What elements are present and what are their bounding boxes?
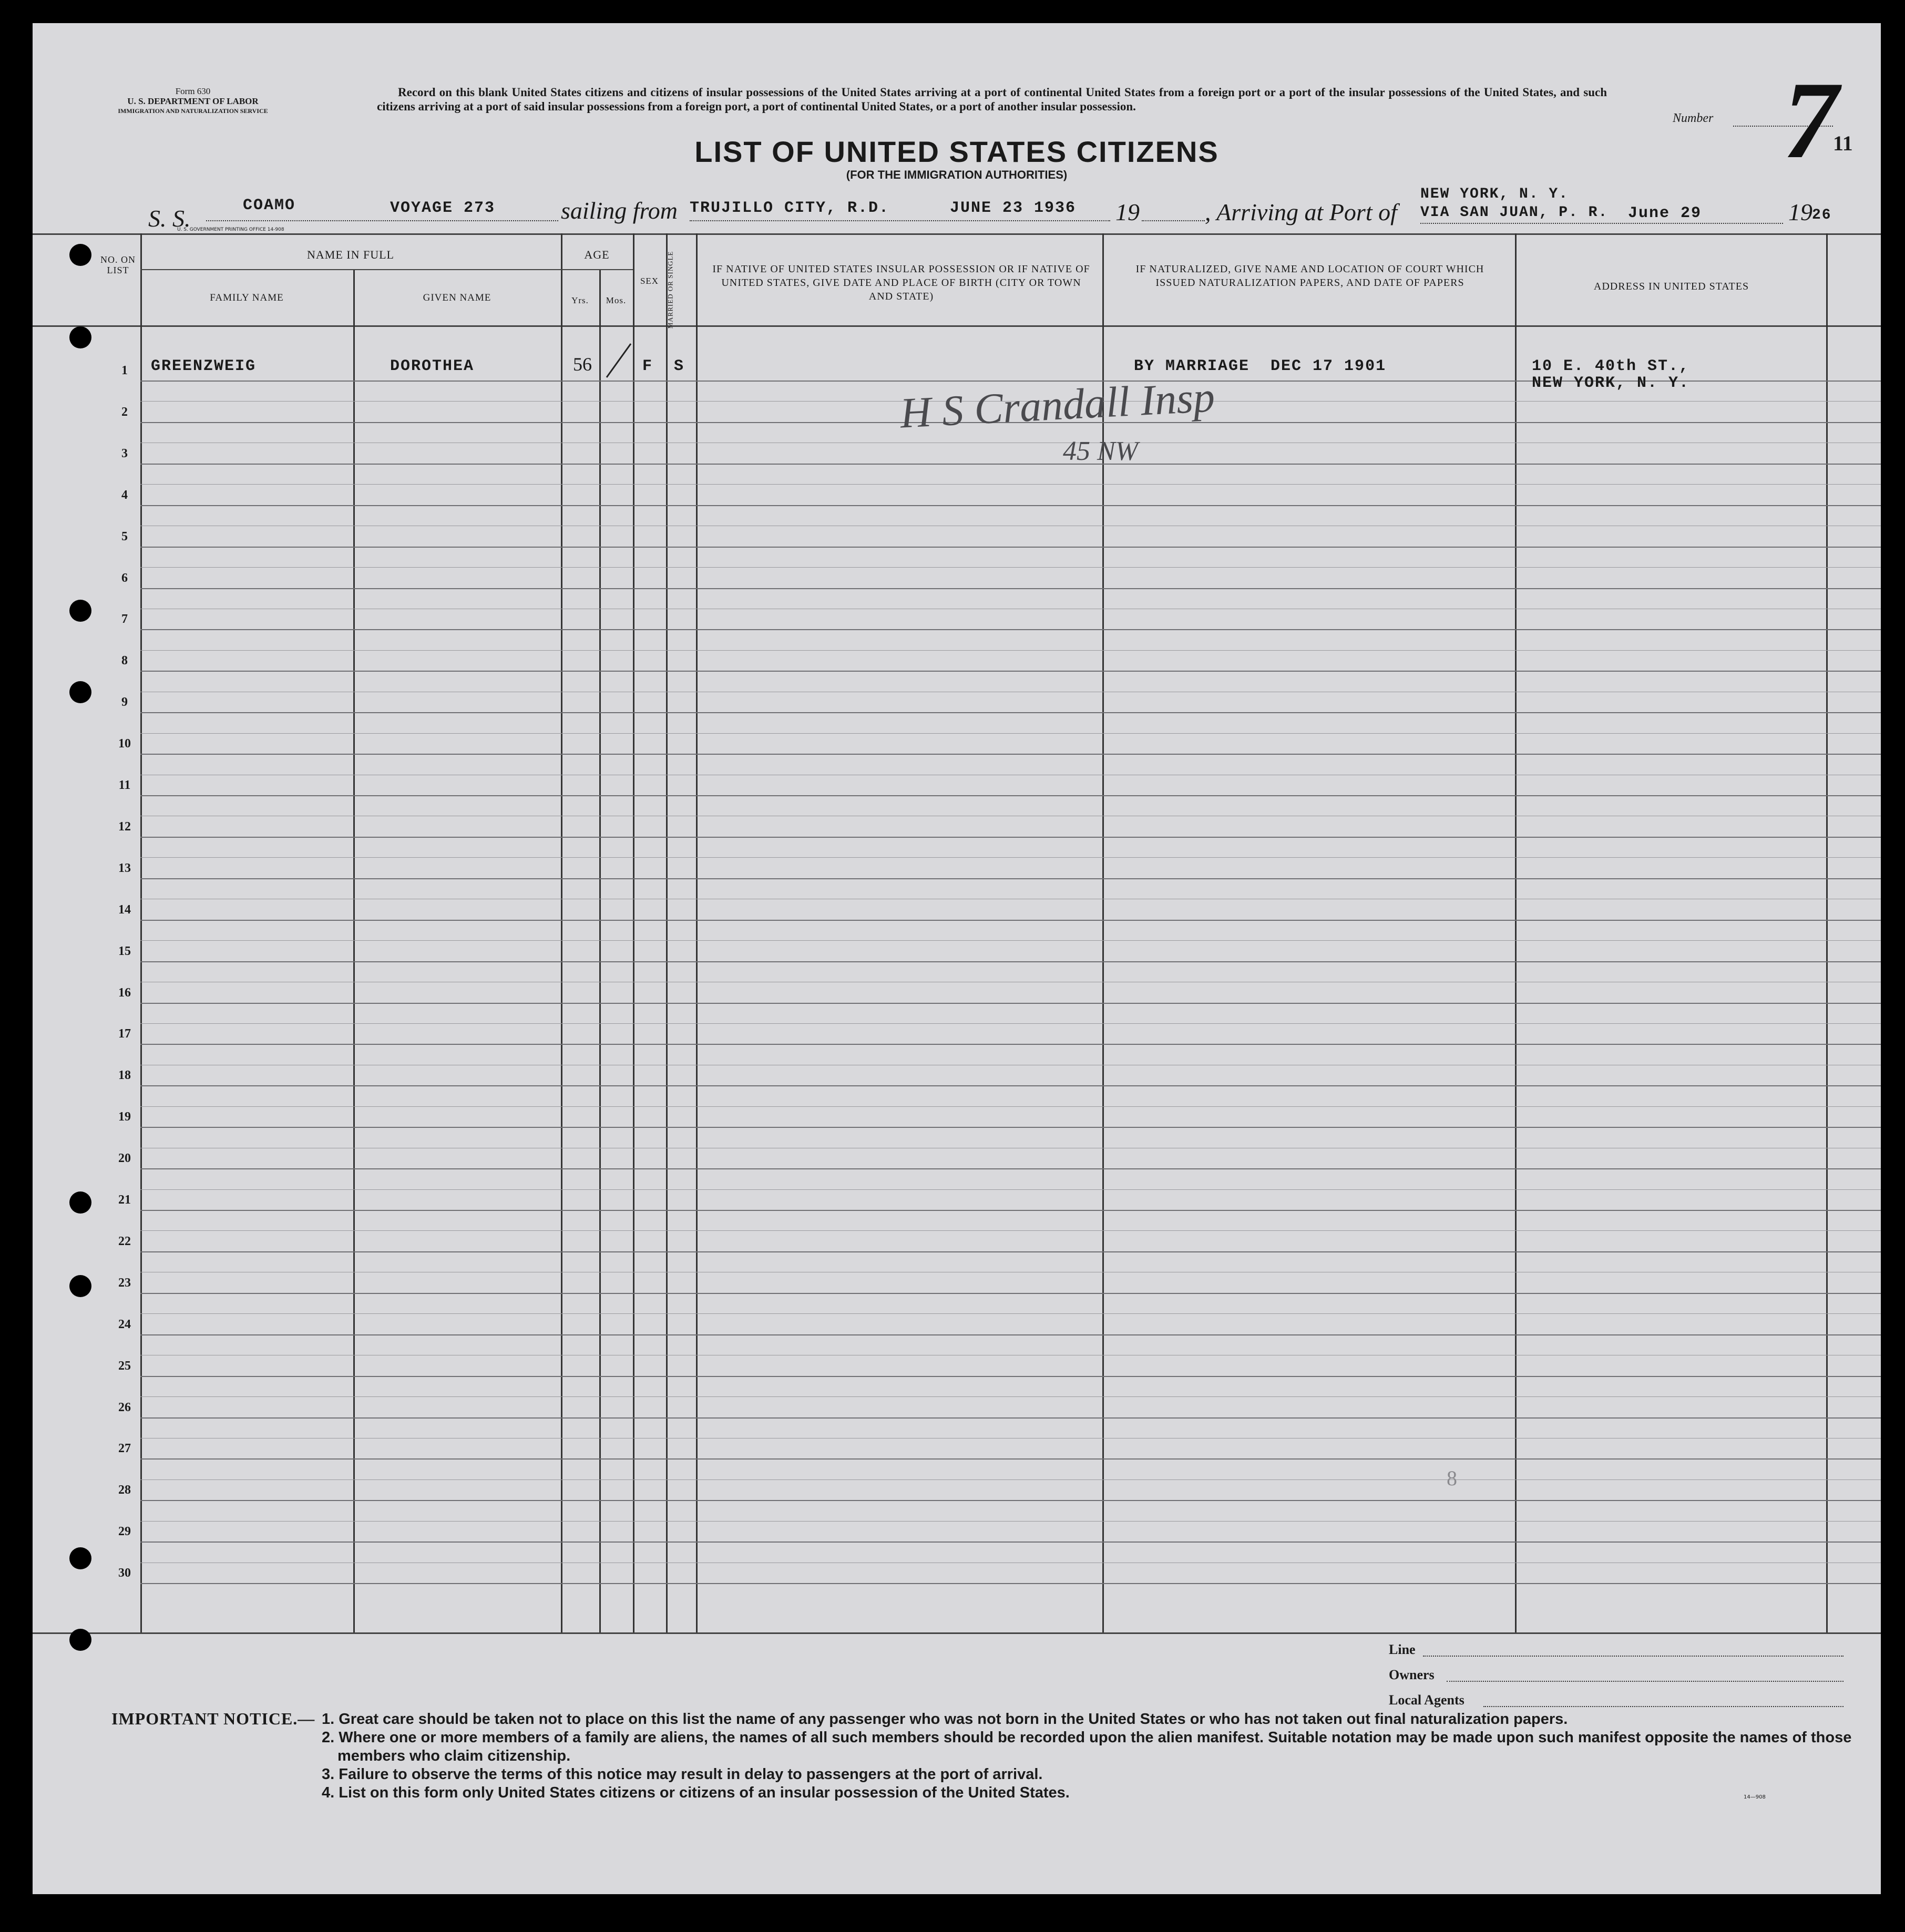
page-number: 11 [1833, 131, 1853, 155]
row-subrule [140, 1189, 1881, 1190]
table-top-rule [33, 233, 1881, 235]
row-number: 27 [118, 1442, 131, 1456]
punch-hole [69, 681, 91, 703]
ship-name: COAMO [243, 197, 296, 214]
header-no-on-list: NO. ON LIST [100, 254, 136, 275]
row-rule [140, 1085, 1881, 1086]
notice-label: IMPORTANT NOTICE.— [111, 1709, 315, 1728]
header-sex: SEX [640, 276, 659, 286]
row-number: 21 [118, 1193, 131, 1207]
row-number: 10 [118, 737, 131, 751]
arriving-label: , Arriving at Port of [1205, 199, 1397, 225]
row-number: 26 [118, 1400, 131, 1414]
stray-mark: 8 [1447, 1466, 1457, 1490]
entry-age-mos-slash [600, 341, 637, 383]
row-number: 12 [118, 819, 131, 834]
row-number: 6 [121, 571, 128, 585]
row-number: 22 [118, 1234, 131, 1248]
col-rule-family [353, 270, 355, 1632]
row-rule [140, 1293, 1881, 1294]
footer-local-agents-label: Local Agents [1389, 1692, 1464, 1708]
header-family-name: FAMILY NAME [210, 292, 284, 303]
row-rule [140, 1458, 1881, 1460]
header-age: AGE [584, 248, 610, 261]
row-rule [140, 1168, 1881, 1169]
row-rule [140, 1251, 1881, 1252]
entry-address-line2: NEW YORK, N. Y. [1532, 374, 1690, 392]
row-rule [140, 1542, 1881, 1543]
row-number: 7 [121, 612, 128, 626]
row-rule [140, 547, 1881, 548]
row-rule [140, 920, 1881, 921]
notice-item-3: 3. Failure to observe the terms of this notice may result in delay to passengers at the port of arrival. [322, 1766, 1043, 1783]
entry-age-yrs: 56 [573, 354, 592, 375]
header-address: ADDRESS IN UNITED STATES [1593, 281, 1749, 292]
voyage-number: VOYAGE 273 [390, 199, 496, 217]
year-suffix-arrival: 26 [1812, 207, 1832, 223]
row-number: 5 [121, 529, 128, 543]
row-number: 4 [121, 488, 128, 502]
punch-hole [69, 326, 91, 348]
header-native-info: IF NATIVE OF UNITED STATES INSULAR POSSESSION OR IF NATIVE OF UNITED STATES, GIVE DATE AND PLACE OF BIRTH (CITY OR TOWN AND STATE) [712, 263, 1090, 302]
row-number: 19 [118, 1110, 131, 1124]
header-bottom-rule [33, 325, 1881, 327]
row-rule [140, 961, 1881, 962]
row-subrule [140, 1106, 1881, 1107]
row-subrule [140, 1023, 1881, 1024]
footer-agents-underline [1483, 1706, 1843, 1707]
row-rule [140, 1003, 1881, 1004]
row-number: 25 [118, 1359, 131, 1373]
header-yrs: Yrs. [571, 295, 589, 305]
arrival-date: June 29 [1628, 204, 1702, 222]
header-married-or-single: MARRIED OR SINGLE [666, 251, 674, 329]
row-rule [140, 1583, 1881, 1584]
row-rule [140, 588, 1881, 589]
row-rule [140, 1376, 1881, 1377]
row-number: 14 [118, 902, 131, 917]
notice-list [322, 1710, 1857, 1802]
page-subtitle: (FOR THE IMMIGRATION AUTHORITIES) [846, 168, 1068, 181]
punch-hole [69, 1629, 91, 1651]
row-number: 1 [121, 364, 128, 377]
arrival-underline [1420, 223, 1783, 224]
row-subrule [140, 940, 1881, 941]
row-rule [140, 505, 1881, 506]
row-rule [140, 464, 1881, 465]
row-rule [140, 1210, 1881, 1211]
arrival-port-line1: NEW YORK, N. Y. [1420, 186, 1569, 202]
row-subrule [140, 733, 1881, 734]
number-label: Number [1673, 111, 1714, 125]
row-rule [140, 1334, 1881, 1335]
row-number: 24 [118, 1317, 131, 1331]
row-subrule [140, 650, 1881, 651]
department-name: U. S. DEPARTMENT OF LABOR [127, 96, 259, 106]
notice-print-code: 14—908 [1744, 1794, 1766, 1800]
printing-note: U. S. GOVERNMENT PRINTING OFFICE 14-908 [177, 227, 284, 232]
service-name: IMMIGRATION AND NATURALIZATION SERVICE [118, 107, 268, 115]
manifest-sheet [33, 23, 1881, 1894]
notice-item-1: 1. Great care should be taken not to place on this list the name of any passenger who was not born in the United States or who has not taken out final naturalization papers. [322, 1711, 1568, 1728]
departure-port: TRUJILLO CITY, R.D. [690, 199, 890, 217]
row-subrule [140, 1396, 1881, 1397]
arrival-port-line2: VIA SAN JUAN, P. R. [1420, 204, 1609, 221]
entry-given-name: DOROTHEA [390, 357, 475, 375]
row-subrule [140, 1521, 1881, 1522]
name-subheader-rule [140, 269, 633, 270]
header-mos: Mos. [606, 295, 627, 305]
header-name-in-full: NAME IN FULL [307, 248, 394, 261]
page-title: LIST OF UNITED STATES CITIZENS [694, 135, 1219, 168]
row-rule [140, 1127, 1881, 1128]
year-prefix-departure: 19 [1115, 199, 1140, 225]
row-number: 28 [118, 1483, 131, 1497]
row-rule [140, 795, 1881, 796]
punch-hole [69, 1275, 91, 1297]
row-subrule [140, 1230, 1881, 1231]
form-info [93, 86, 293, 116]
instructions-text: Record on this blank United States citizens and citizens of insular possessions of the United States arriving at a port of continental United States from a foreign port or a port of the insular possessions of the United States, and such citizens arriving at a port of said insular possessions from a foreign port, a port of continental United States, or a port of another insular possession. [377, 86, 1607, 113]
col-rule-yrs [599, 270, 601, 1632]
row-number: 13 [118, 861, 131, 875]
row-number: 11 [118, 778, 131, 792]
row-rule [140, 1044, 1881, 1045]
row-rule [140, 712, 1881, 713]
departure-underline [690, 220, 1110, 221]
punch-hole [69, 244, 91, 266]
row-subrule [140, 484, 1881, 485]
row-rule [140, 837, 1881, 838]
voyage-underline [206, 220, 558, 221]
row-number: 20 [118, 1152, 131, 1166]
header-given-name: GIVEN NAME [423, 292, 491, 303]
punch-hole [69, 1547, 91, 1569]
row-rule [140, 629, 1881, 630]
footer-owners-underline [1447, 1681, 1843, 1682]
row-number: 8 [121, 654, 128, 668]
sailing-label: sailing from [561, 197, 678, 224]
footer-line-label: Line [1389, 1642, 1416, 1657]
row-rule [140, 754, 1881, 755]
row-rule [140, 878, 1881, 879]
footer-owners-label: Owners [1389, 1667, 1435, 1682]
row-subrule [140, 567, 1881, 568]
row-rule [140, 1500, 1881, 1501]
entry-sex: F [642, 357, 653, 375]
row-number: 3 [121, 446, 128, 460]
inspector-signature: H S Crandall Insp [899, 373, 1216, 437]
form-number: Form 630 [175, 86, 211, 96]
notice-item-4: 4. List on this form only United States citizens or citizens of an insular possession of the United States. [322, 1784, 1070, 1801]
row-number: 16 [118, 985, 131, 1000]
year-underline-departure [1142, 220, 1205, 221]
handwritten-number: 7 [1783, 59, 1838, 181]
notice-item-2: 2. Where one or more members of a family are aliens, the names of all such members should be recorded upon the alien manifest. Suitable notation may be made upon such manifest opposite the names of those members who claim citizenship. [322, 1729, 1852, 1764]
row-number: 29 [118, 1525, 131, 1539]
row-number: 17 [118, 1027, 131, 1041]
row-rule [140, 1417, 1881, 1419]
entry-naturalized: BY MARRIAGE DEC 17 1901 [1134, 357, 1387, 375]
header-naturalized-info: IF NATURALIZED, GIVE NAME AND LOCATION OF COURT WHICH ISSUED NATURALIZATION PAPERS, AND DATE OF PAPERS [1135, 263, 1484, 289]
row-rule [140, 671, 1881, 672]
entry-marital: S [674, 357, 685, 375]
footer-line-underline [1423, 1656, 1843, 1657]
row-subrule [140, 857, 1881, 858]
row-number: 18 [118, 1068, 131, 1083]
row-subrule [140, 1313, 1881, 1314]
row-number: 2 [121, 405, 128, 419]
row-number: 9 [121, 695, 128, 710]
row-number: 15 [118, 944, 131, 958]
entry-family-name: GREENZWEIG [151, 357, 257, 375]
ss-label: S. S. [148, 205, 191, 232]
row-number: 23 [118, 1276, 131, 1290]
punch-hole [69, 600, 91, 622]
row-number: 30 [118, 1566, 131, 1580]
handwritten-note: 45 NW [1063, 436, 1138, 466]
entry-address-line1: 10 E. 40th ST., [1532, 357, 1690, 375]
sailing-date: JUNE 23 1936 [950, 199, 1077, 217]
punch-hole [69, 1191, 91, 1214]
row-subrule [140, 1479, 1881, 1480]
year-prefix-arrival: 19 [1788, 199, 1812, 225]
table-bottom-rule [33, 1632, 1881, 1634]
